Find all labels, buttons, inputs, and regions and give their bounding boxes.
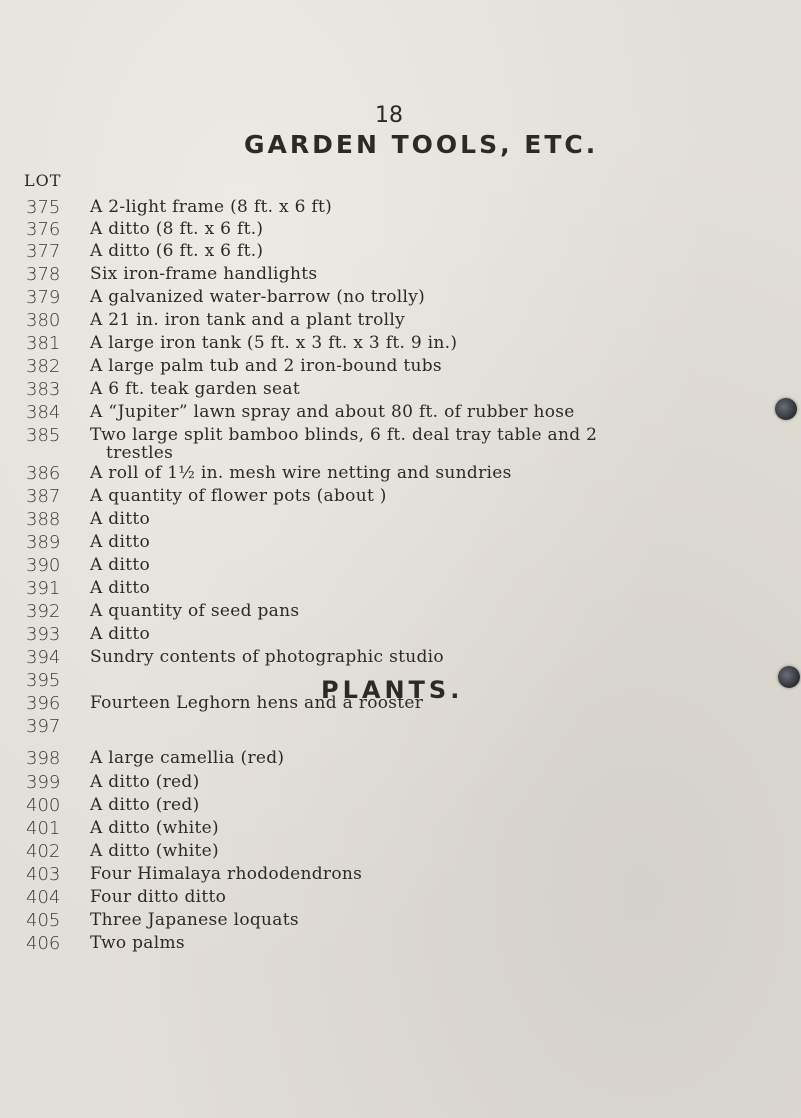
lot-number: 395 [26, 670, 61, 691]
lot-number: 398 [26, 748, 61, 769]
lot-row [0, 219, 801, 241]
lot-number: 382 [26, 356, 61, 377]
lot-description-text: A roll of 1½ in. mesh wire netting and sundries [90, 463, 512, 483]
lot-description [90, 555, 150, 575]
lot-number: 391 [26, 578, 61, 599]
lot-description-text: A quantity of flower pots (about ) [90, 486, 387, 506]
lot-number: 378 [26, 264, 61, 285]
lot-row [0, 818, 801, 840]
lot-column-label: LOT [24, 171, 62, 190]
lot-description [90, 241, 263, 261]
lot-description [90, 795, 200, 815]
punch-hole-mark [778, 666, 800, 688]
lot-description-text: A ditto [90, 578, 150, 598]
lot-number: 387 [26, 486, 61, 507]
lot-description [90, 219, 263, 239]
punch-hole-mark [775, 398, 797, 420]
lot-description-text: Two large split bamboo blinds, 6 ft. deal tray table and 2 [90, 425, 598, 445]
lot-row [0, 402, 801, 424]
lot-description-text: A ditto (6 ft. x 6 ft.) [90, 241, 264, 261]
lot-number: 386 [26, 463, 61, 484]
lot-row [0, 887, 801, 909]
lot-description [90, 486, 387, 506]
lot-description [90, 310, 405, 330]
lot-row [0, 379, 801, 401]
lot-description-text: Four Himalaya rhododendrons [90, 864, 363, 884]
lot-row [0, 264, 801, 286]
lot-row [0, 310, 801, 332]
lot-description-text: Three Japanese loquats [90, 910, 299, 930]
lot-row [0, 910, 801, 932]
lot-description-text: Fourteen Leghorn hens and a rooster [90, 693, 424, 713]
lot-description [90, 356, 442, 376]
lot-description-text: A ditto (white) [90, 818, 219, 838]
lot-description-text: A ditto [90, 532, 150, 552]
lot-description [90, 841, 219, 861]
lot-description [90, 864, 362, 884]
section-heading-plants: PLANTS. [321, 676, 464, 704]
section-heading-garden-tools: GARDEN TOOLS, ETC. [244, 130, 599, 159]
lot-description [90, 333, 457, 353]
lot-description-text: A ditto (white) [90, 841, 219, 861]
lot-row [0, 241, 801, 263]
lot-description [90, 425, 597, 463]
lot-number: 376 [26, 219, 61, 240]
lot-description-text: A ditto [90, 624, 150, 644]
lot-description [90, 910, 299, 930]
lot-description [90, 287, 425, 307]
lot-row [0, 486, 801, 508]
lot-number: 384 [26, 402, 61, 423]
lot-row [0, 841, 801, 863]
lot-description-text: A 6 ft. teak garden seat [90, 379, 300, 399]
lot-description-continuation: trestles [106, 443, 174, 463]
lot-description-text: A large palm tub and 2 iron-bound tubs [90, 356, 442, 376]
lot-description-text: Six iron-frame handlights [90, 264, 318, 284]
lot-description-text: Two palms [90, 933, 185, 953]
lot-description [90, 264, 317, 284]
lot-row [0, 287, 801, 309]
lot-description [90, 818, 219, 838]
lot-description [90, 463, 512, 483]
lot-number: 389 [26, 532, 61, 553]
lot-description [90, 509, 150, 529]
lot-row [0, 333, 801, 355]
lot-description-text: A 21 in. iron tank and a plant trolly [90, 310, 405, 330]
lot-number: 403 [26, 864, 61, 885]
lot-row [0, 425, 801, 463]
lot-description [90, 578, 150, 598]
lot-description-text: A large iron tank (5 ft. x 3 ft. x 3 ft. 9 in.) [90, 333, 458, 353]
lot-description [90, 647, 444, 667]
lot-row [0, 555, 801, 577]
lot-number: 388 [26, 509, 61, 530]
lot-row [0, 647, 801, 669]
lot-number: 377 [26, 241, 61, 262]
lot-row [0, 578, 801, 600]
lot-description [90, 402, 575, 422]
lot-number: 402 [26, 841, 61, 862]
lot-description [90, 197, 332, 217]
lot-number: 392 [26, 601, 61, 622]
lot-row [0, 509, 801, 531]
lot-number: 375 [26, 197, 61, 218]
lot-description [90, 933, 185, 953]
lot-number: 381 [26, 333, 61, 354]
lot-description-text: A galvanized water-barrow (no trolly) [90, 287, 426, 307]
lot-description-text: A large camellia (red) [90, 748, 285, 768]
lot-row [0, 532, 801, 554]
lot-number: 404 [26, 887, 61, 908]
lot-number: 406 [26, 933, 61, 954]
lot-row [0, 795, 801, 817]
lot-description [90, 532, 150, 552]
lot-number: 399 [26, 772, 61, 793]
lot-row [0, 463, 801, 485]
lot-number: 400 [26, 795, 61, 816]
lot-row [0, 197, 801, 219]
lot-number: 396 [26, 693, 61, 714]
lot-number: 390 [26, 555, 61, 576]
lot-description-text: A 2-light frame (8 ft. x 6 ft) [90, 197, 333, 217]
lot-row [0, 772, 801, 794]
lot-description-text: Four ditto ditto [90, 887, 227, 907]
lot-description [90, 748, 284, 768]
lot-row [0, 624, 801, 646]
lot-description [90, 887, 226, 907]
lot-row [0, 601, 801, 623]
page-number: 18 [375, 103, 403, 128]
lot-row [0, 933, 801, 955]
lot-description-text: Sundry contents of photographic studio [90, 647, 444, 667]
lot-description-text: A ditto (red) [90, 795, 200, 815]
lot-description-text: A ditto (8 ft. x 6 ft.) [90, 219, 264, 239]
lot-row [0, 864, 801, 886]
lot-description-text: A ditto [90, 509, 150, 529]
lot-description [90, 624, 150, 644]
lot-description-text: A quantity of seed pans [90, 601, 300, 621]
lot-row [0, 356, 801, 378]
lot-description-text: A ditto (red) [90, 772, 200, 792]
lot-description-text: A ditto [90, 555, 150, 575]
lot-row [0, 716, 801, 738]
lot-description [90, 772, 200, 792]
lot-description [90, 601, 299, 621]
lot-description [90, 379, 300, 399]
lot-number: 380 [26, 310, 61, 331]
lot-number: 385 [26, 425, 61, 446]
lot-number: 393 [26, 624, 61, 645]
lot-number: 394 [26, 647, 61, 668]
lot-number: 397 [26, 716, 61, 737]
lot-number: 383 [26, 379, 61, 400]
lot-row [0, 748, 801, 770]
lot-number: 401 [26, 818, 61, 839]
lot-number: 405 [26, 910, 61, 931]
lot-description-text: A “Jupiter” lawn spray and about 80 ft. of rubber hose [90, 402, 575, 422]
lot-number: 379 [26, 287, 61, 308]
